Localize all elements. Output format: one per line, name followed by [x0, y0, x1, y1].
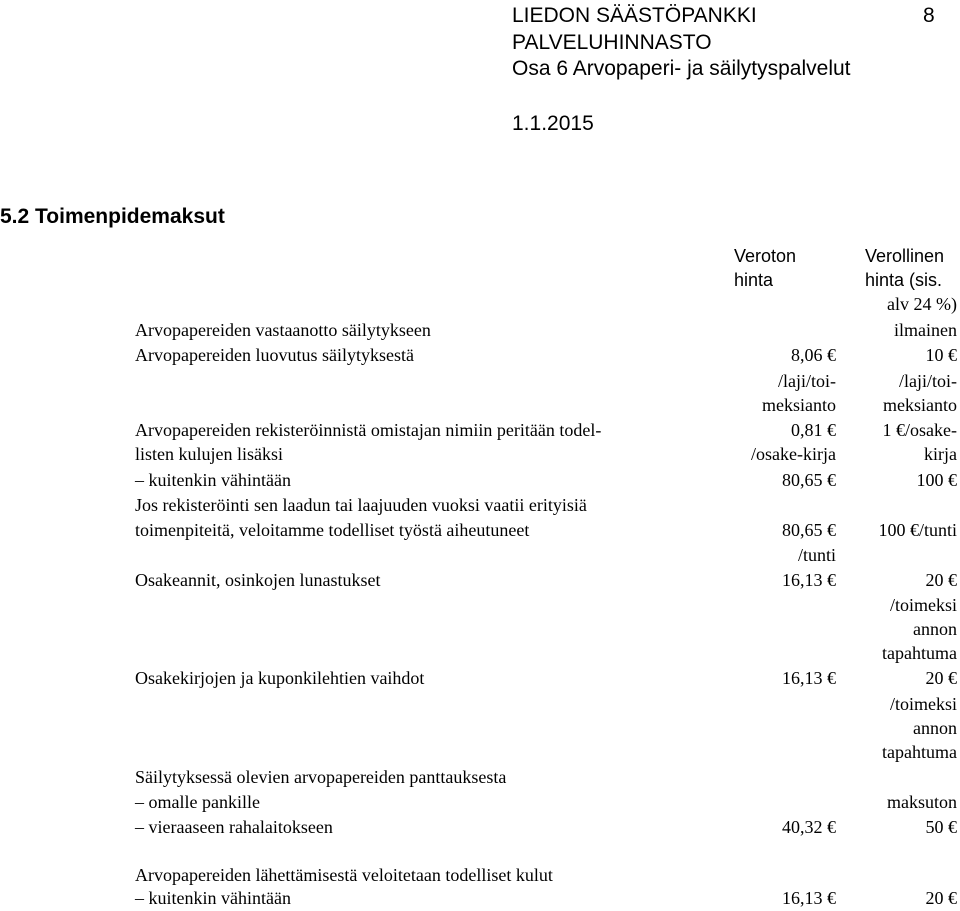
section-name: Osa 6 Arvopaperi- ja säilytyspalvelut	[512, 57, 851, 80]
net-custody-release: 8,06 €	[791, 345, 836, 365]
gross-unit-certificate-exchange-2: annon	[913, 718, 957, 738]
row-desc-pledging: Säilytyksessä olevien arvopapereiden panttauksesta	[135, 767, 507, 787]
page-number: 8	[923, 4, 935, 27]
gross-shipping-minimum: 20 €	[925, 888, 957, 908]
gross-share-issues: 20 €	[925, 570, 957, 590]
row-desc-registration-minimum: – kuitenkin vähintään	[135, 470, 291, 490]
net-unit-special-measures: /tunti	[797, 545, 836, 565]
row-desc-shipping: Arvopapereiden lähettämisestä veloitetaan todelliset kulut	[135, 865, 553, 885]
document-date: 1.1.2015	[512, 112, 594, 135]
gross-unit-registration: kirja	[924, 444, 957, 464]
net-unit-custody-release-2: meksianto	[762, 395, 836, 415]
row-desc-registration-2: listen kulujen lisäksi	[135, 444, 283, 464]
net-price-header-line2: hinta	[734, 270, 774, 290]
net-registration: 0,81 €	[791, 420, 836, 440]
gross-unit-share-issues-2: annon	[913, 619, 957, 639]
net-registration-minimum: 80,65 €	[782, 470, 836, 490]
row-desc-registration-1: Arvopapereiden rekisteröinnistä omistajan nimiin peritään todel-	[135, 420, 602, 440]
gross-custody-release: 10 €	[925, 345, 957, 365]
gross-unit-share-issues-3: tapahtuma	[882, 643, 957, 663]
net-special-measures: 80,65 €	[782, 520, 836, 540]
gross-custody-receipt: ilmainen	[894, 320, 957, 340]
net-price-header-line1: Veroton	[734, 246, 797, 266]
gross-registration-minimum: 100 €	[916, 470, 957, 490]
row-desc-pledging-own-bank: – omalle pankille	[135, 792, 260, 812]
net-shipping-minimum: 16,13 €	[782, 888, 836, 908]
gross-pledging-own-bank: maksuton	[887, 792, 957, 812]
row-desc-custody-receipt: Arvopapereiden vastaanotto säilytykseen	[135, 320, 431, 340]
gross-price-header-line3: alv 24 %)	[887, 294, 957, 314]
gross-unit-share-issues-1: /toimeksi	[890, 595, 957, 615]
gross-unit-custody-release-2: meksianto	[883, 395, 957, 415]
row-desc-shipping-minimum: – kuitenkin vähintään	[135, 888, 291, 908]
gross-unit-certificate-exchange-3: tapahtuma	[882, 742, 957, 762]
gross-price-header-line1: Verollinen	[865, 246, 945, 266]
gross-registration: 1 €/osake-	[882, 420, 957, 440]
section-title: 5.2 Toimenpidemaksut	[0, 205, 225, 228]
net-unit-custody-release-1: /laji/toi-	[778, 371, 836, 391]
net-certificate-exchange: 16,13 €	[782, 668, 836, 688]
row-desc-share-issues: Osakeannit, osinkojen lunastukset	[135, 570, 381, 590]
gross-price-header-line2: hinta (sis.	[865, 270, 943, 290]
row-desc-pledging-other-bank: – vieraaseen rahalaitokseen	[135, 817, 333, 837]
row-desc-custody-release: Arvopapereiden luovutus säilytyksestä	[135, 345, 414, 365]
net-share-issues: 16,13 €	[782, 570, 836, 590]
net-pledging-other-bank: 40,32 €	[782, 817, 836, 837]
gross-pledging-other-bank: 50 €	[925, 817, 957, 837]
row-desc-special-measures-1: Jos rekisteröinti sen laadun tai laajuuden vuoksi vaatii erityisiä	[135, 495, 587, 515]
document-title: PALVELUHINNASTO	[512, 31, 712, 54]
gross-unit-custody-release-1: /laji/toi-	[899, 371, 957, 391]
row-desc-certificate-exchange: Osakekirjojen ja kuponkilehtien vaihdot	[135, 668, 425, 688]
net-unit-registration: /osake-kirja	[751, 444, 836, 464]
gross-unit-certificate-exchange-1: /toimeksi	[890, 694, 957, 714]
bank-name: LIEDON SÄÄSTÖPANKKI	[512, 4, 757, 27]
gross-special-measures: 100 €/tunti	[878, 520, 957, 540]
row-desc-special-measures-2: toimenpiteitä, veloitamme todelliset työstä aiheutuneet	[135, 520, 530, 540]
gross-certificate-exchange: 20 €	[925, 668, 957, 688]
